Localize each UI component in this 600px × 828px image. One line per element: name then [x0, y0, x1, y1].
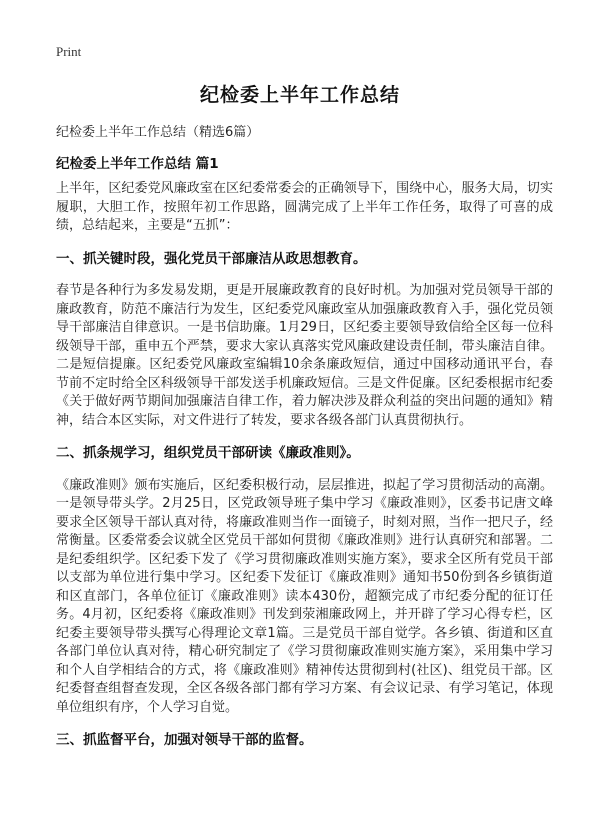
section-heading-2: 二、抓条规学习，组织党员干部研读《廉政准则》。: [56, 445, 360, 461]
document-subtitle: 纪检委上半年工作总结（精选6篇）: [56, 125, 260, 140]
body-paragraph-1: 春节是各种行为多发易发期，更是开展廉政教育的良好时机。为加强对党员领导干部的廉政教育，防范不廉洁行为发生，区纪委党风廉政室从加强廉政教育入手，强化党员领导干部廉洁自律意识。一是书信助廉。1月29日，区纪委主要领导致信给全区每一位科级领导干部，重申五个严禁，要求大家认真落实党风廉政建设责任制，带头廉洁自律。二是短信提廉。区纪委党风廉政室编辑10余条廉政短信，通过中国移动通讯平台，春节前不定时给全区科级领导干部发送手机廉政短信。三是文件促廉。区纪委根据市纪委《关于做好两节期间加强廉洁自律工作，着力解决涉及群众利益的突出问题的通知》精神，结合本区实际，对文件进行了转发，要求各级各部门认真贯彻执行。: [56, 283, 553, 428]
body-paragraph-2: 《廉政准则》颁布实施后，区纪委积极行动，层层推进，拟起了学习贯彻活动的高潮。一是领导带头学。2月25日，区党政领导班子集中学习《廉政准则》，区委书记唐文峰要求全区领导干部认真对待，将廉政准则当作一面镜子，时刻对照，当作一把尺子，经常衡量。区委常委会议就全区党员干部如何贯彻《廉政准则》进行认真研究和部署。二是纪委组织学。区纪委下发了《学习贯彻廉政准则实施方案》，要求全区所有党员干部以支部为单位进行集中学习。区纪委下发征订《廉政准则》通知书50份到各乡镇街道和区直部门，各单位征订《廉政准则》读本430份，超额完成了市纪委分配的征订任务。4月初，区纪委将《廉政准则》刊发到荥湘廉政网上，并开辟了学习心得专栏，区纪委主要领导带头撰写心得理论文章1篇。三是党员干部自觉学。各乡镇、街道和区直各部门单位认真对待，精心研究制定了《学习贯彻廉政准则实施方案》，采用集中学习和个人自学相结合的方式，将《廉政准则》精神传达贯彻到村(社区)、组党员干部。区纪委督查组督查发现，全区各级各部门都有学习方案、有会议记录、有学习笔记，体现单位组织有序，个人学习自觉。: [56, 477, 553, 715]
section-title: 纪检委上半年工作总结 篇1: [56, 156, 219, 172]
section-heading-1: 一、抓关键时段，强化党员干部廉洁从政思想教育。: [56, 250, 367, 267]
print-link[interactable]: Print: [56, 44, 82, 59]
document-body: [56, 180, 553, 764]
section-heading-3: 三、抓监督平台，加强对领导干部的监督。: [56, 732, 313, 748]
document-title: 纪检委上半年工作总结: [199, 84, 400, 106]
intro-paragraph: 上半年，区纪委党风廉政室在区纪委常委会的正确领导下，围绕中心，服务大局，切实履职，大胆工作，按照年初工作思路，圆满完成了上半年工作任务，取得了可喜的成绩，总结起来，主要是“五抓”：: [56, 181, 553, 233]
